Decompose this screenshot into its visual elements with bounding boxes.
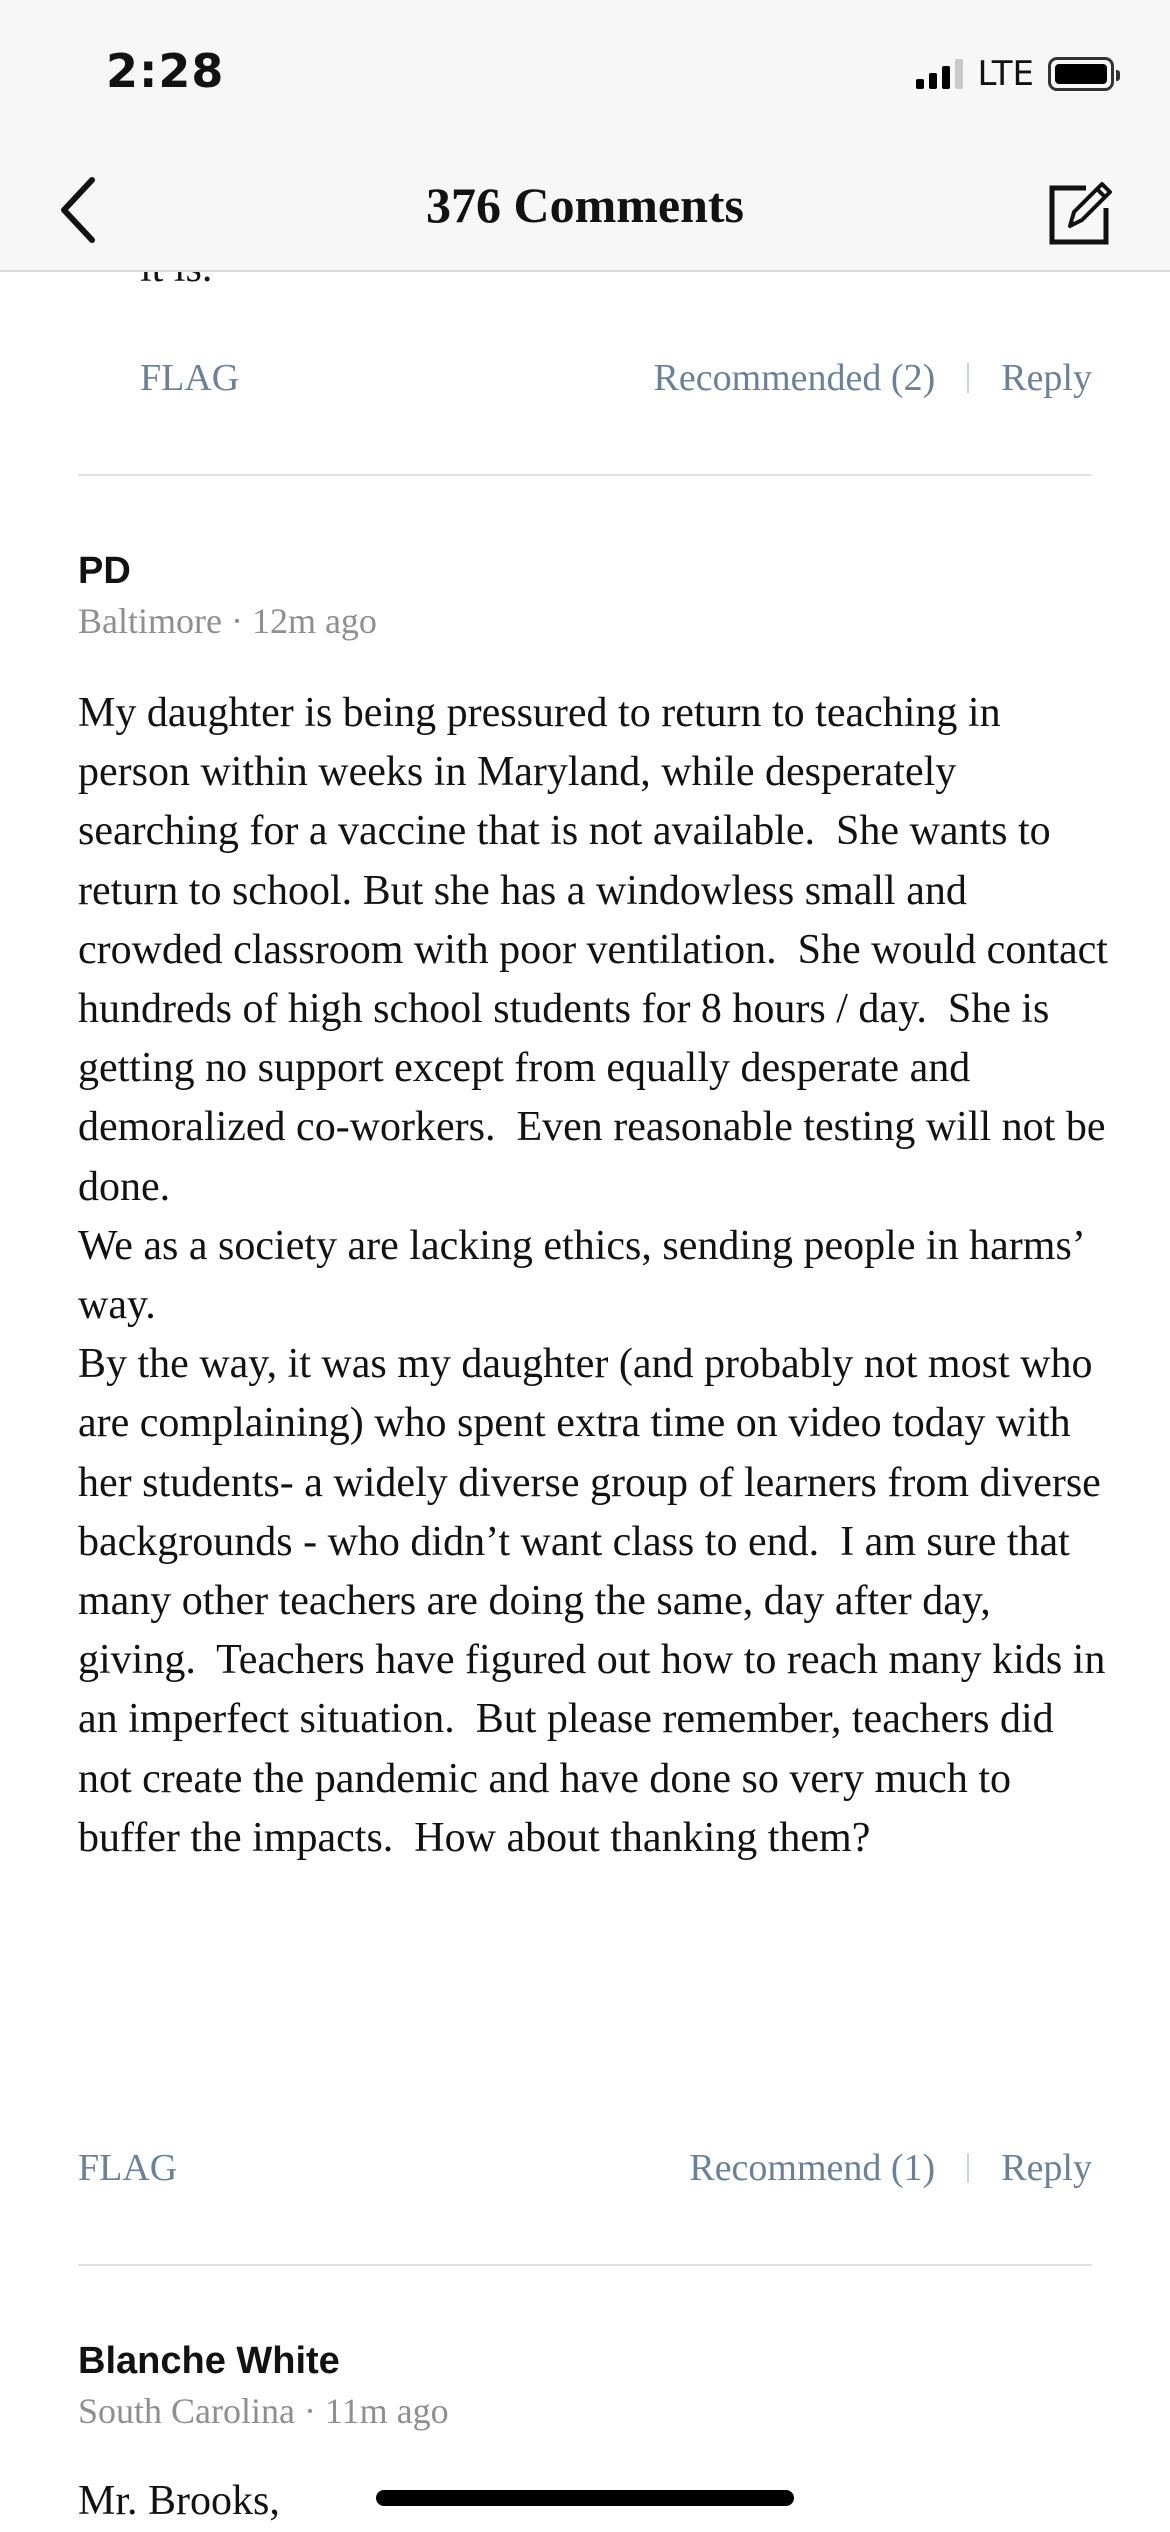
home-indicator[interactable] bbox=[376, 2490, 794, 2506]
comment-body: My daughter is being pressured to return to teaching in person within weeks in Maryland, while desperately searching for a vaccine that is not available. She wants to return to school. But she has a windowless small and crowded classroom with poor ventilation. She would contact hundreds of high school students for 8 hours / day. She is getting no support except from equally desperate and demoralized co-workers. Even reasonable testing will not be done. We as a society are lacking ethics, sending people in harms’ way. By the way, it was my daughter (and probably not most who are complaining) who spent extra time on video today with her students- a widely diverse group of learners from diverse backgrounds - who didn’t want class to end. I am sure that many other teachers are doing the same, day after day, giving. Teachers have figured out how to reach many kids in an imperfect situation. But please remember, teachers did not create the pandemic and have done so very much to buffer the impacts. How about thanking them? bbox=[78, 690, 1108, 1861]
action-separator bbox=[967, 363, 969, 393]
action-separator bbox=[967, 2153, 969, 2183]
comment-actions bbox=[78, 2138, 1092, 2198]
comment-divider bbox=[78, 474, 1092, 476]
status-indicators bbox=[916, 54, 1114, 94]
reply-button[interactable]: Reply bbox=[1001, 2147, 1092, 2189]
reply-button[interactable]: Reply bbox=[1001, 357, 1092, 399]
recommend-button[interactable]: Recommended (2) bbox=[653, 357, 936, 399]
previous-comment-actions bbox=[140, 348, 1092, 408]
flag-button[interactable]: FLAG bbox=[140, 357, 240, 399]
comment-author[interactable]: Blanche White bbox=[78, 2340, 340, 2382]
compose-button[interactable] bbox=[1040, 170, 1120, 250]
comment-body: Mr. Brooks, bbox=[78, 2478, 280, 2524]
nav-bar bbox=[0, 150, 1170, 272]
network-label: LTE bbox=[977, 54, 1034, 94]
comments-list[interactable] bbox=[0, 272, 1170, 2532]
flag-button[interactable]: FLAG bbox=[78, 2147, 178, 2189]
comment-meta: Baltimore · 12m ago bbox=[78, 601, 377, 641]
battery-icon bbox=[1048, 57, 1114, 91]
signal-strength-icon bbox=[916, 59, 963, 89]
page-title: 376 Comments bbox=[425, 177, 745, 233]
comment-author[interactable]: PD bbox=[78, 550, 131, 592]
status-bar bbox=[0, 0, 1170, 150]
comment-divider bbox=[78, 2264, 1092, 2266]
compose-icon bbox=[1040, 170, 1120, 250]
recommend-button[interactable]: Recommend (1) bbox=[689, 2147, 936, 2189]
comment-meta: South Carolina · 11m ago bbox=[78, 2391, 449, 2431]
status-time: 2:28 bbox=[106, 44, 225, 98]
